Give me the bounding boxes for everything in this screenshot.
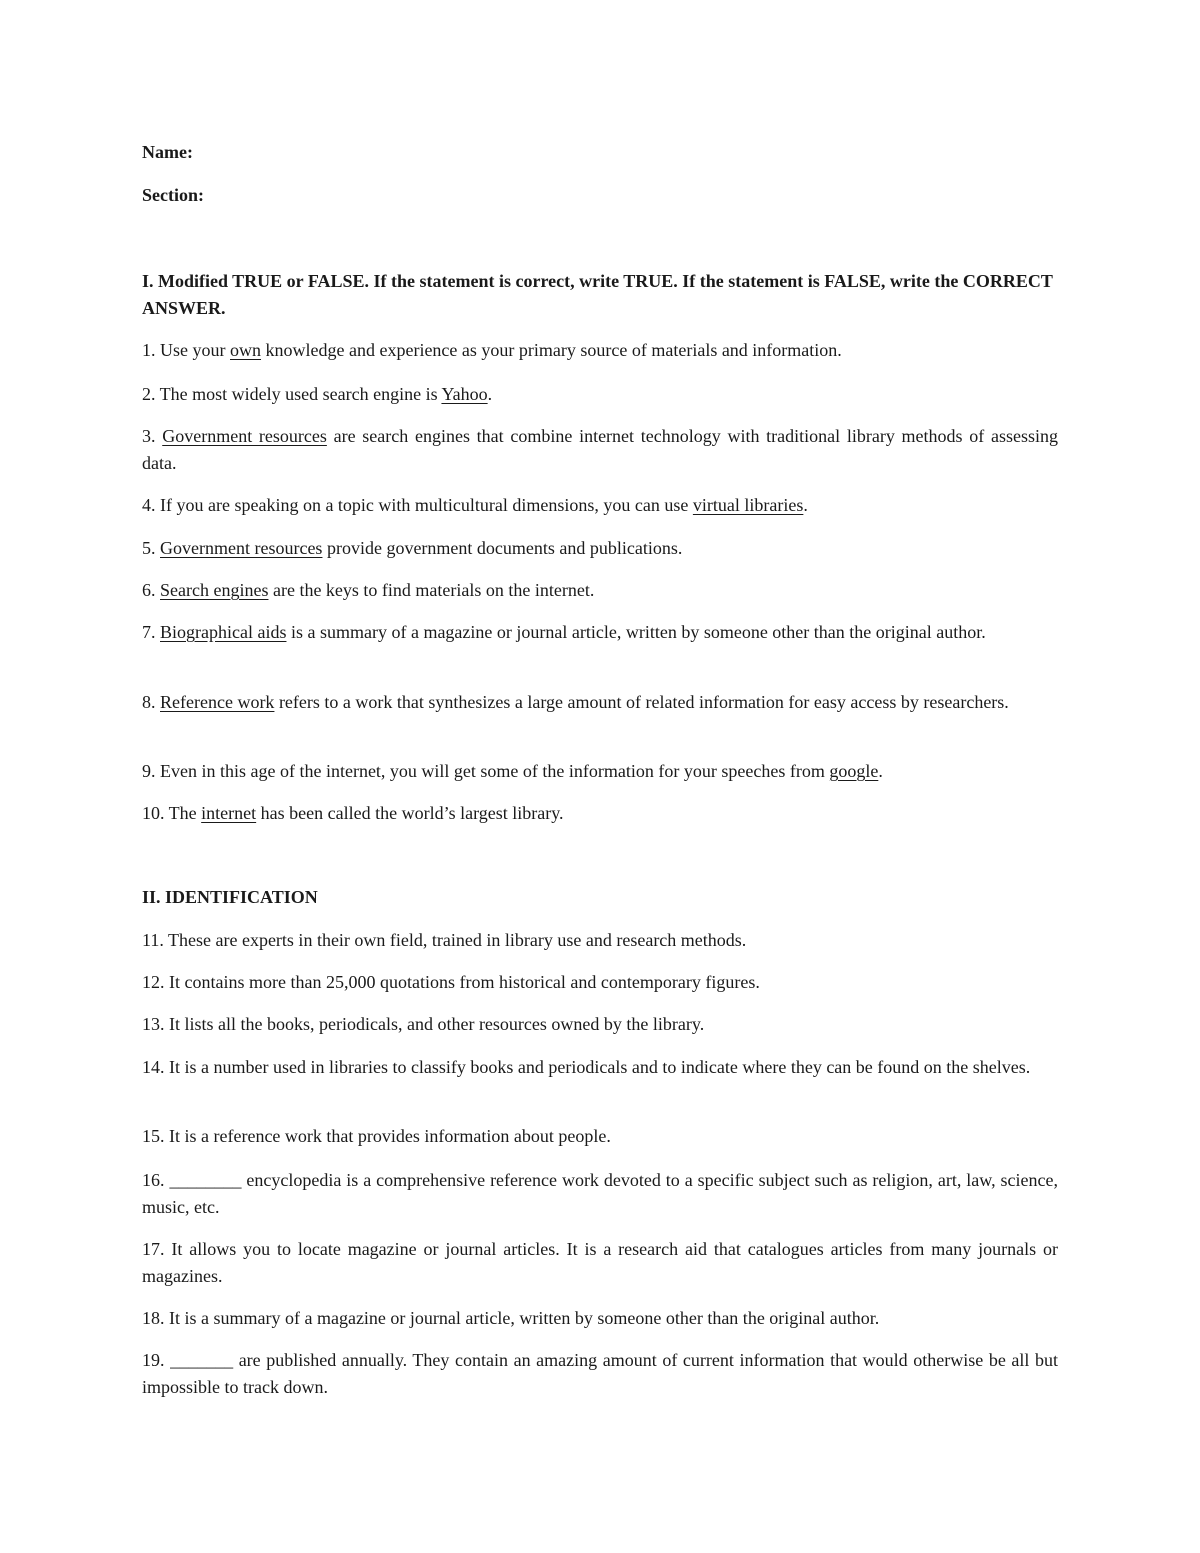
tf-item-2: 2. The most widely used search engine is Yahoo.	[142, 384, 493, 404]
underlined-term: Search engines	[160, 580, 269, 600]
tf-item-1: 1. Use your own knowledge and experience as your primary source of materials and information.	[142, 340, 842, 360]
id-item-18: 18. It is a summary of a magazine or journal article, written by someone other than the original author.	[142, 1308, 880, 1328]
tf-item-3: 3. Government resources are search engines that combine internet technology with traditional library methods of assessing data.	[142, 426, 1058, 473]
underlined-term: Reference work	[160, 692, 275, 712]
id-item-19: 19. _______ are published annually. They contain an amazing amount of current information that would otherwise be all but impossible to track down.	[142, 1350, 1058, 1397]
tf-item-4: 4. If you are speaking on a topic with multicultural dimensions, you can use virtual libraries.	[142, 495, 808, 515]
underlined-term: own	[230, 340, 261, 360]
underlined-term: Government resources	[162, 426, 327, 446]
underlined-term: virtual libraries	[692, 495, 804, 515]
id-item-11: 11. These are experts in their own field, trained in library use and research methods.	[142, 930, 747, 950]
underlined-term: Yahoo	[441, 384, 488, 404]
underlined-term: Government resources	[160, 538, 323, 558]
id-item-12: 12. It contains more than 25,000 quotations from historical and contemporary figures.	[142, 972, 760, 992]
part1-heading: I. Modified TRUE or FALSE. If the statement is correct, write TRUE. If the statement is FALSE, write the CORRECT ANSWER.	[142, 271, 1053, 318]
underlined-term: internet	[201, 803, 257, 823]
id-item-14: 14. It is a number used in libraries to classify books and periodicals and to indicate where they can be found on the shelves.	[142, 1057, 1031, 1077]
part2-heading: II. IDENTIFICATION	[142, 887, 318, 907]
id-item-15: 15. It is a reference work that provides information about people.	[142, 1126, 611, 1146]
name-label: Name:	[142, 142, 193, 162]
tf-item-8: 8. Reference work refers to a work that synthesizes a large amount of related information for easy access by researchers.	[142, 692, 1009, 712]
tf-item-6: 6. Search engines are the keys to find materials on the internet.	[142, 580, 595, 600]
id-item-16: 16. ________ encyclopedia is a comprehensive reference work devoted to a specific subject such as religion, art, law, science, music, etc.	[142, 1170, 1058, 1217]
tf-item-7: 7. Biographical aids is a summary of a magazine or journal article, written by someone other than the original author.	[142, 622, 986, 642]
tf-item-10: 10. The internet has been called the world’s largest library.	[142, 803, 564, 823]
id-item-13: 13. It lists all the books, periodicals, and other resources owned by the library.	[142, 1014, 705, 1034]
underlined-term: Biographical aids	[160, 622, 287, 642]
underlined-term: google	[829, 761, 879, 781]
tf-item-5: 5. Government resources provide government documents and publications.	[142, 538, 683, 558]
id-item-17: 17. It allows you to locate magazine or journal articles. It is a research aid that catalogues articles from many journals or magazines.	[142, 1239, 1058, 1286]
section-label: Section:	[142, 185, 204, 205]
tf-item-9: 9. Even in this age of the internet, you will get some of the information for your speeches from google.	[142, 761, 883, 781]
